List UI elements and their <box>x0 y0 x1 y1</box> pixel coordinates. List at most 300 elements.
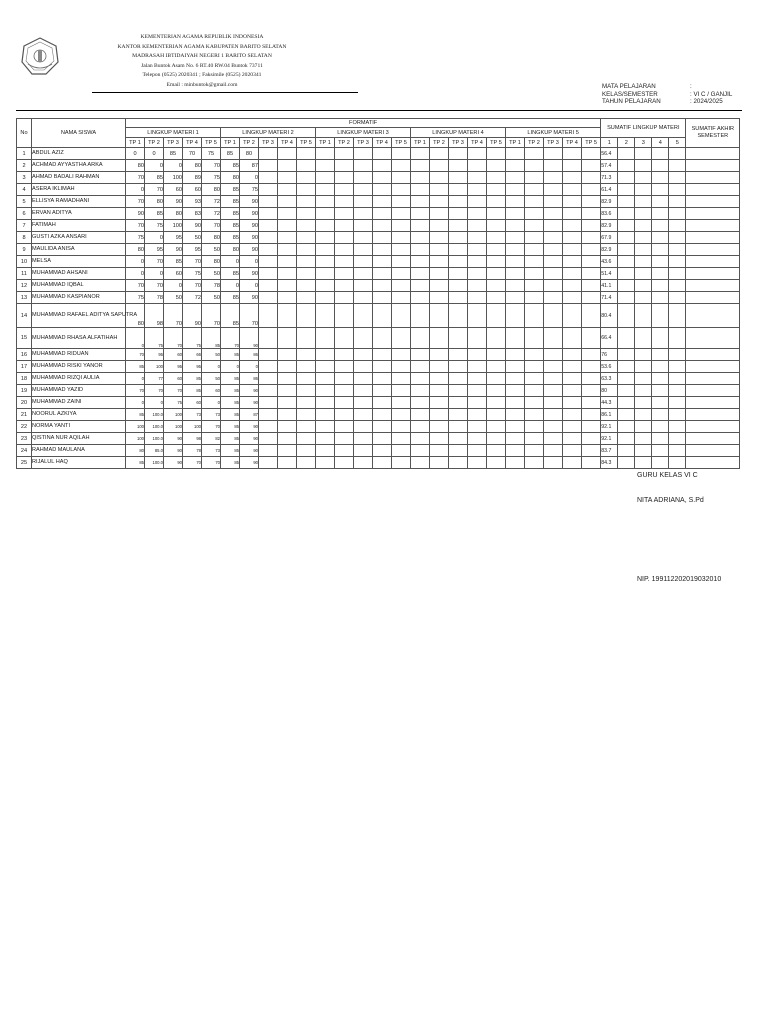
formatif-cell-empty <box>468 172 487 184</box>
formatif-cell-empty <box>430 244 449 256</box>
sumatif-score: 80.4 <box>601 304 618 328</box>
formatif-score: 70 <box>145 385 164 397</box>
formatif-score: 0 <box>145 268 164 280</box>
formatif-cell-empty <box>335 232 354 244</box>
formatif-cell-empty <box>525 268 544 280</box>
sumatif-cell-empty <box>669 184 686 196</box>
formatif-cell-empty <box>430 361 449 373</box>
formatif-score: 83 <box>183 208 202 220</box>
formatif-score: 100.0 <box>145 433 164 445</box>
formatif-cell-empty <box>563 409 582 421</box>
formatif-cell-empty <box>430 208 449 220</box>
formatif-cell-empty <box>392 457 411 469</box>
formatif-cell-empty <box>278 445 297 457</box>
formatif-cell-empty <box>354 328 373 349</box>
formatif-cell-empty <box>259 409 278 421</box>
formatif-cell-empty <box>392 280 411 292</box>
formatif-score: 85 <box>221 160 240 172</box>
sumatif-cell-empty <box>618 148 635 160</box>
header-tp: TP 5 <box>582 138 601 148</box>
formatif-score: 85 <box>221 409 240 421</box>
sumatif-cell-empty <box>669 397 686 409</box>
formatif-score: 100 <box>126 421 145 433</box>
formatif-cell-empty <box>506 244 525 256</box>
formatif-cell-empty <box>316 148 335 160</box>
formatif-cell-empty <box>297 397 316 409</box>
formatif-cell-empty <box>525 184 544 196</box>
sumatif-akhir-cell <box>686 220 740 232</box>
sumatif-cell-empty <box>669 445 686 457</box>
sumatif-cell-empty <box>652 409 669 421</box>
formatif-cell-empty <box>468 373 487 385</box>
formatif-cell-empty <box>468 292 487 304</box>
formatif-cell-empty <box>430 184 449 196</box>
formatif-score: 90 <box>126 208 145 220</box>
row-number: 14 <box>17 304 32 328</box>
formatif-cell-empty <box>316 445 335 457</box>
formatif-cell-empty <box>449 304 468 328</box>
formatif-score: 60 <box>183 397 202 409</box>
formatif-cell-empty <box>297 220 316 232</box>
formatif-cell-empty <box>373 184 392 196</box>
formatif-cell-empty <box>525 397 544 409</box>
formatif-cell-empty <box>411 328 430 349</box>
header-lingkup-materi-1: LINGKUP MATERI 1 <box>126 128 221 138</box>
formatif-cell-empty <box>506 304 525 328</box>
formatif-score: 78 <box>183 445 202 457</box>
student-row <box>17 184 740 196</box>
sumatif-cell-empty <box>652 184 669 196</box>
sumatif-cell-empty <box>669 280 686 292</box>
sumatif-cell-empty <box>652 244 669 256</box>
formatif-cell-empty <box>487 385 506 397</box>
sumatif-akhir-cell <box>686 349 740 361</box>
formatif-cell-empty <box>297 385 316 397</box>
formatif-score: 70 <box>183 256 202 268</box>
formatif-cell-empty <box>487 184 506 196</box>
formatif-cell-empty <box>278 421 297 433</box>
formatif-cell-empty <box>506 421 525 433</box>
sumatif-cell-empty <box>618 328 635 349</box>
formatif-score: 90 <box>183 220 202 232</box>
formatif-cell-empty <box>316 256 335 268</box>
formatif-score: 70 <box>183 148 202 160</box>
formatif-cell-empty <box>316 409 335 421</box>
formatif-cell-empty <box>449 385 468 397</box>
student-name: MUHAMMAD RHASA ALFATIHAH <box>32 328 126 349</box>
formatif-cell-empty <box>582 172 601 184</box>
sumatif-cell-empty <box>618 349 635 361</box>
row-number: 23 <box>17 433 32 445</box>
sumatif-cell-empty <box>618 256 635 268</box>
formatif-cell-empty <box>525 196 544 208</box>
formatif-score: 70 <box>202 304 221 328</box>
sumatif-cell-empty <box>618 409 635 421</box>
formatif-cell-empty <box>544 148 563 160</box>
formatif-score: 75 <box>145 328 164 349</box>
formatif-cell-empty <box>354 385 373 397</box>
formatif-cell-empty <box>373 328 392 349</box>
formatif-cell-empty <box>259 148 278 160</box>
formatif-score: 70 <box>164 328 183 349</box>
formatif-cell-empty <box>354 397 373 409</box>
formatif-cell-empty <box>563 196 582 208</box>
formatif-score: 85 <box>221 208 240 220</box>
sumatif-cell-empty <box>635 268 652 280</box>
formatif-cell-empty <box>582 397 601 409</box>
formatif-cell-empty <box>354 457 373 469</box>
formatif-score: 80 <box>202 232 221 244</box>
formatif-cell-empty <box>544 280 563 292</box>
formatif-cell-empty <box>411 196 430 208</box>
student-row <box>17 397 740 409</box>
formatif-cell-empty <box>563 160 582 172</box>
formatif-cell-empty <box>278 244 297 256</box>
letterhead-divider <box>92 92 358 93</box>
sumatif-cell-empty <box>635 397 652 409</box>
info-value: : 2024/2025 <box>690 98 723 106</box>
student-name: NORMA YANTI <box>32 421 126 433</box>
formatif-cell-empty <box>316 280 335 292</box>
formatif-score: 50 <box>183 232 202 244</box>
formatif-cell-empty <box>354 268 373 280</box>
header-tp: TP 3 <box>164 138 183 148</box>
formatif-score: 100 <box>183 421 202 433</box>
header-sumatif-number: 3 <box>635 138 652 148</box>
formatif-cell-empty <box>430 280 449 292</box>
formatif-cell-empty <box>525 172 544 184</box>
formatif-score: 70 <box>240 304 259 328</box>
formatif-cell-empty <box>525 445 544 457</box>
formatif-cell-empty <box>297 268 316 280</box>
formatif-cell-empty <box>582 304 601 328</box>
sumatif-score: 53.6 <box>601 361 618 373</box>
sumatif-score: 71.3 <box>601 172 618 184</box>
formatif-cell-empty <box>392 160 411 172</box>
formatif-cell-empty <box>411 292 430 304</box>
formatif-score: 85 <box>221 196 240 208</box>
student-row <box>17 208 740 220</box>
sumatif-score: 82.9 <box>601 244 618 256</box>
formatif-cell-empty <box>278 208 297 220</box>
formatif-cell-empty <box>506 397 525 409</box>
sumatif-score: 61.4 <box>601 184 618 196</box>
formatif-cell-empty <box>392 232 411 244</box>
formatif-cell-empty <box>563 421 582 433</box>
student-name: MUHAMMAD RIDUAN <box>32 349 126 361</box>
formatif-cell-empty <box>259 373 278 385</box>
sumatif-cell-empty <box>652 172 669 184</box>
sumatif-akhir-cell <box>686 433 740 445</box>
sumatif-cell-empty <box>635 328 652 349</box>
student-name: AHMAD BADALI RAHMAN <box>32 172 126 184</box>
formatif-cell-empty <box>259 184 278 196</box>
formatif-cell-empty <box>373 304 392 328</box>
formatif-cell-empty <box>335 457 354 469</box>
sumatif-cell-empty <box>652 457 669 469</box>
sumatif-akhir-cell <box>686 196 740 208</box>
formatif-score: 0 <box>126 328 145 349</box>
formatif-score: 98 <box>183 433 202 445</box>
formatif-score: 100 <box>164 421 183 433</box>
sumatif-score: 84.3 <box>601 457 618 469</box>
formatif-cell-empty <box>430 220 449 232</box>
row-number: 4 <box>17 184 32 196</box>
formatif-cell-empty <box>259 304 278 328</box>
table-top-divider <box>16 110 742 111</box>
formatif-cell-empty <box>297 256 316 268</box>
formatif-cell-empty <box>392 196 411 208</box>
formatif-cell-empty <box>468 304 487 328</box>
formatif-cell-empty <box>525 244 544 256</box>
formatif-score: 0 <box>145 232 164 244</box>
formatif-cell-empty <box>411 445 430 457</box>
formatif-score: 50 <box>164 292 183 304</box>
formatif-score: 70 <box>126 280 145 292</box>
header-tp: TP 2 <box>240 138 259 148</box>
sumatif-cell-empty <box>618 208 635 220</box>
formatif-cell-empty <box>259 292 278 304</box>
student-row <box>17 244 740 256</box>
student-row <box>17 256 740 268</box>
formatif-score: 86 <box>240 349 259 361</box>
formatif-cell-empty <box>316 373 335 385</box>
formatif-cell-empty <box>259 328 278 349</box>
formatif-cell-empty <box>297 244 316 256</box>
formatif-score: 85 <box>221 421 240 433</box>
formatif-score: 80 <box>145 196 164 208</box>
sumatif-cell-empty <box>635 304 652 328</box>
letterhead-line-school: MADRASAH IBTIDAIYAH NEGERI 1 BARITO SELATAN <box>132 53 272 60</box>
formatif-cell-empty <box>259 349 278 361</box>
formatif-score: 85 <box>221 232 240 244</box>
formatif-cell-empty <box>411 304 430 328</box>
sumatif-cell-empty <box>669 256 686 268</box>
formatif-score: 100 <box>164 172 183 184</box>
formatif-cell-empty <box>487 304 506 328</box>
formatif-cell-empty <box>544 184 563 196</box>
formatif-cell-empty <box>430 373 449 385</box>
row-number: 15 <box>17 328 32 349</box>
formatif-cell-empty <box>411 172 430 184</box>
formatif-cell-empty <box>373 196 392 208</box>
row-number: 8 <box>17 232 32 244</box>
formatif-cell-empty <box>506 409 525 421</box>
formatif-cell-empty <box>430 409 449 421</box>
formatif-cell-empty <box>411 349 430 361</box>
formatif-cell-empty <box>316 196 335 208</box>
formatif-score: 85 <box>145 208 164 220</box>
formatif-cell-empty <box>354 361 373 373</box>
formatif-cell-empty <box>259 160 278 172</box>
formatif-cell-empty <box>506 232 525 244</box>
formatif-cell-empty <box>487 148 506 160</box>
formatif-cell-empty <box>259 244 278 256</box>
student-name: QISTINA NUR AQILAH <box>32 433 126 445</box>
formatif-score: 87 <box>240 409 259 421</box>
formatif-cell-empty <box>430 397 449 409</box>
formatif-cell-empty <box>449 196 468 208</box>
formatif-score: 73 <box>183 409 202 421</box>
formatif-cell-empty <box>449 397 468 409</box>
formatif-cell-empty <box>354 220 373 232</box>
formatif-score: 66 <box>183 349 202 361</box>
sumatif-cell-empty <box>618 385 635 397</box>
student-row <box>17 433 740 445</box>
formatif-cell-empty <box>411 280 430 292</box>
formatif-cell-empty <box>278 280 297 292</box>
student-name: MELSA <box>32 256 126 268</box>
formatif-cell-empty <box>563 433 582 445</box>
formatif-cell-empty <box>278 373 297 385</box>
student-name: MUHAMMAD RISKI YANOR <box>32 361 126 373</box>
formatif-cell-empty <box>525 409 544 421</box>
formatif-cell-empty <box>487 292 506 304</box>
formatif-cell-empty <box>373 397 392 409</box>
formatif-cell-empty <box>411 256 430 268</box>
signature-nip: NIP. 199112202019032010 <box>637 576 722 583</box>
info-row-class <box>602 91 732 99</box>
header-tp: TP 3 <box>449 138 468 148</box>
student-row <box>17 361 740 373</box>
formatif-score: 85 <box>221 445 240 457</box>
formatif-score: 60 <box>202 385 221 397</box>
formatif-score: 85 <box>221 385 240 397</box>
formatif-cell-empty <box>411 397 430 409</box>
formatif-cell-empty <box>335 373 354 385</box>
formatif-score: 0 <box>126 268 145 280</box>
sumatif-akhir-cell <box>686 421 740 433</box>
formatif-cell-empty <box>278 304 297 328</box>
formatif-score: 80 <box>183 160 202 172</box>
formatif-cell-empty <box>487 397 506 409</box>
formatif-cell-empty <box>506 280 525 292</box>
header-tp: TP 3 <box>259 138 278 148</box>
formatif-score: 77 <box>145 373 164 385</box>
formatif-cell-empty <box>392 304 411 328</box>
formatif-cell-empty <box>582 292 601 304</box>
formatif-cell-empty <box>449 328 468 349</box>
sumatif-akhir-cell <box>686 184 740 196</box>
formatif-cell-empty <box>316 361 335 373</box>
formatif-cell-empty <box>430 148 449 160</box>
formatif-score: 70 <box>126 220 145 232</box>
formatif-score: 70 <box>126 349 145 361</box>
formatif-cell-empty <box>259 280 278 292</box>
sumatif-cell-empty <box>635 292 652 304</box>
sumatif-cell-empty <box>635 220 652 232</box>
formatif-cell-empty <box>392 148 411 160</box>
sumatif-cell-empty <box>635 148 652 160</box>
formatif-cell-empty <box>430 385 449 397</box>
formatif-cell-empty <box>468 349 487 361</box>
formatif-cell-empty <box>449 256 468 268</box>
sumatif-cell-empty <box>652 148 669 160</box>
formatif-cell-empty <box>411 148 430 160</box>
formatif-cell-empty <box>335 409 354 421</box>
formatif-cell-empty <box>335 361 354 373</box>
formatif-cell-empty <box>468 280 487 292</box>
formatif-score: 90 <box>164 244 183 256</box>
formatif-cell-empty <box>506 385 525 397</box>
formatif-cell-empty <box>354 373 373 385</box>
formatif-score: 73 <box>202 409 221 421</box>
formatif-cell-empty <box>544 232 563 244</box>
formatif-cell-empty <box>316 433 335 445</box>
header-tp: TP 1 <box>221 138 240 148</box>
formatif-cell-empty <box>411 385 430 397</box>
formatif-cell-empty <box>582 349 601 361</box>
formatif-cell-empty <box>449 292 468 304</box>
document-info <box>602 83 732 106</box>
formatif-cell-empty <box>449 184 468 196</box>
formatif-cell-empty <box>411 409 430 421</box>
formatif-cell-empty <box>316 160 335 172</box>
formatif-score: 0 <box>240 256 259 268</box>
sumatif-cell-empty <box>635 208 652 220</box>
student-name: MUHAMMAD KASPIANOR <box>32 292 126 304</box>
formatif-cell-empty <box>487 208 506 220</box>
formatif-cell-empty <box>544 172 563 184</box>
formatif-cell-empty <box>582 256 601 268</box>
formatif-cell-empty <box>487 256 506 268</box>
header-sumatif-number: 4 <box>652 138 669 148</box>
sumatif-cell-empty <box>635 160 652 172</box>
formatif-cell-empty <box>278 172 297 184</box>
formatif-cell-empty <box>563 184 582 196</box>
student-row <box>17 373 740 385</box>
student-row <box>17 280 740 292</box>
formatif-cell-empty <box>297 232 316 244</box>
formatif-score: 70 <box>202 457 221 469</box>
formatif-cell-empty <box>335 397 354 409</box>
formatif-cell-empty <box>392 433 411 445</box>
formatif-cell-empty <box>297 361 316 373</box>
signature-name: NITA ADRIANA, S.Pd <box>637 497 704 504</box>
student-row <box>17 148 740 160</box>
formatif-cell-empty <box>259 232 278 244</box>
formatif-cell-empty <box>392 292 411 304</box>
sumatif-akhir-cell <box>686 244 740 256</box>
sumatif-score: 82.9 <box>601 220 618 232</box>
letterhead-line-ministry: KEMENTERIAN AGAMA REPUBLIK INDONESIA <box>140 34 264 40</box>
row-number: 13 <box>17 292 32 304</box>
letterhead <box>90 33 314 91</box>
formatif-cell-empty <box>373 445 392 457</box>
formatif-cell-empty <box>544 256 563 268</box>
sumatif-cell-empty <box>669 373 686 385</box>
formatif-cell-empty <box>563 256 582 268</box>
header-tp: TP 1 <box>316 138 335 148</box>
sumatif-score: 66.4 <box>601 328 618 349</box>
formatif-cell-empty <box>449 172 468 184</box>
sumatif-akhir-cell <box>686 445 740 457</box>
formatif-cell-empty <box>468 457 487 469</box>
formatif-cell-empty <box>468 196 487 208</box>
formatif-cell-empty <box>259 433 278 445</box>
formatif-cell-empty <box>525 373 544 385</box>
row-number: 17 <box>17 361 32 373</box>
formatif-cell-empty <box>259 256 278 268</box>
formatif-score: 100 <box>164 220 183 232</box>
sumatif-score: 92.1 <box>601 433 618 445</box>
header-tp: TP 5 <box>202 138 221 148</box>
header-tp: TP 1 <box>411 138 430 148</box>
formatif-cell-empty <box>278 268 297 280</box>
sumatif-akhir-cell <box>686 409 740 421</box>
formatif-cell-empty <box>354 172 373 184</box>
formatif-cell-empty <box>487 160 506 172</box>
